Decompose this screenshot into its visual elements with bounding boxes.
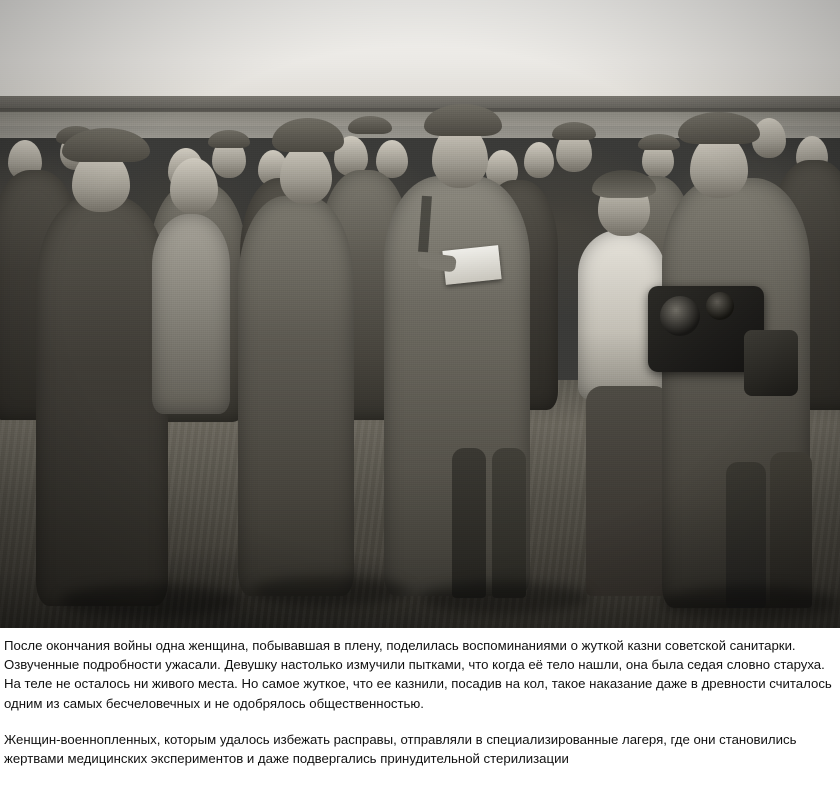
prisoner-head [280, 144, 332, 204]
ground-shadow [420, 582, 590, 614]
sky-region [0, 0, 840, 108]
woman-head [170, 158, 218, 214]
cap-icon [208, 130, 250, 148]
woman-skirt [586, 386, 670, 596]
camera-lens-secondary-icon [706, 292, 734, 320]
foreground-prisoner-left [36, 196, 168, 606]
article-text-block [0, 628, 840, 791]
foreground-prisoner-center-left [238, 196, 354, 596]
cap-icon [348, 116, 392, 134]
camera-lens-icon [660, 296, 700, 336]
crowd-head [524, 142, 554, 178]
ground-shadow [60, 584, 240, 618]
officer-boot-right [492, 448, 526, 598]
cap-icon [638, 134, 680, 150]
officer-boot-left [452, 448, 486, 598]
ground-shadow [250, 576, 410, 606]
soldier-boot-right [770, 452, 812, 608]
camera-magazine [744, 330, 798, 396]
ground-shadow [660, 586, 840, 620]
paragraph-1: После окончания войны одна женщина, побывавшая в плену, поделилась воспоминаниями о жуткой казни советской санитарки. Озвученные подробности ужасали. Девушку настолько измучили пытками, что когда её тело нашли, она была седая словно старуха. На теле не осталось ни живого места. Но самое жуткое, что ее казнили, посадив на кол, такое наказание даже в древности считалось одним из самых бесчеловечных и не одобрялось общественностью. [4, 638, 832, 711]
paragraph-2: Женщин-военнопленных, которым удалось избежать расправы, отправляли в специализированные лагеря, где они становились жертвами медицинских экспериментов и даже подвергались принудительной стерилизации [4, 731, 797, 767]
woman-white-blouse [152, 214, 230, 414]
cap-icon [552, 122, 596, 140]
